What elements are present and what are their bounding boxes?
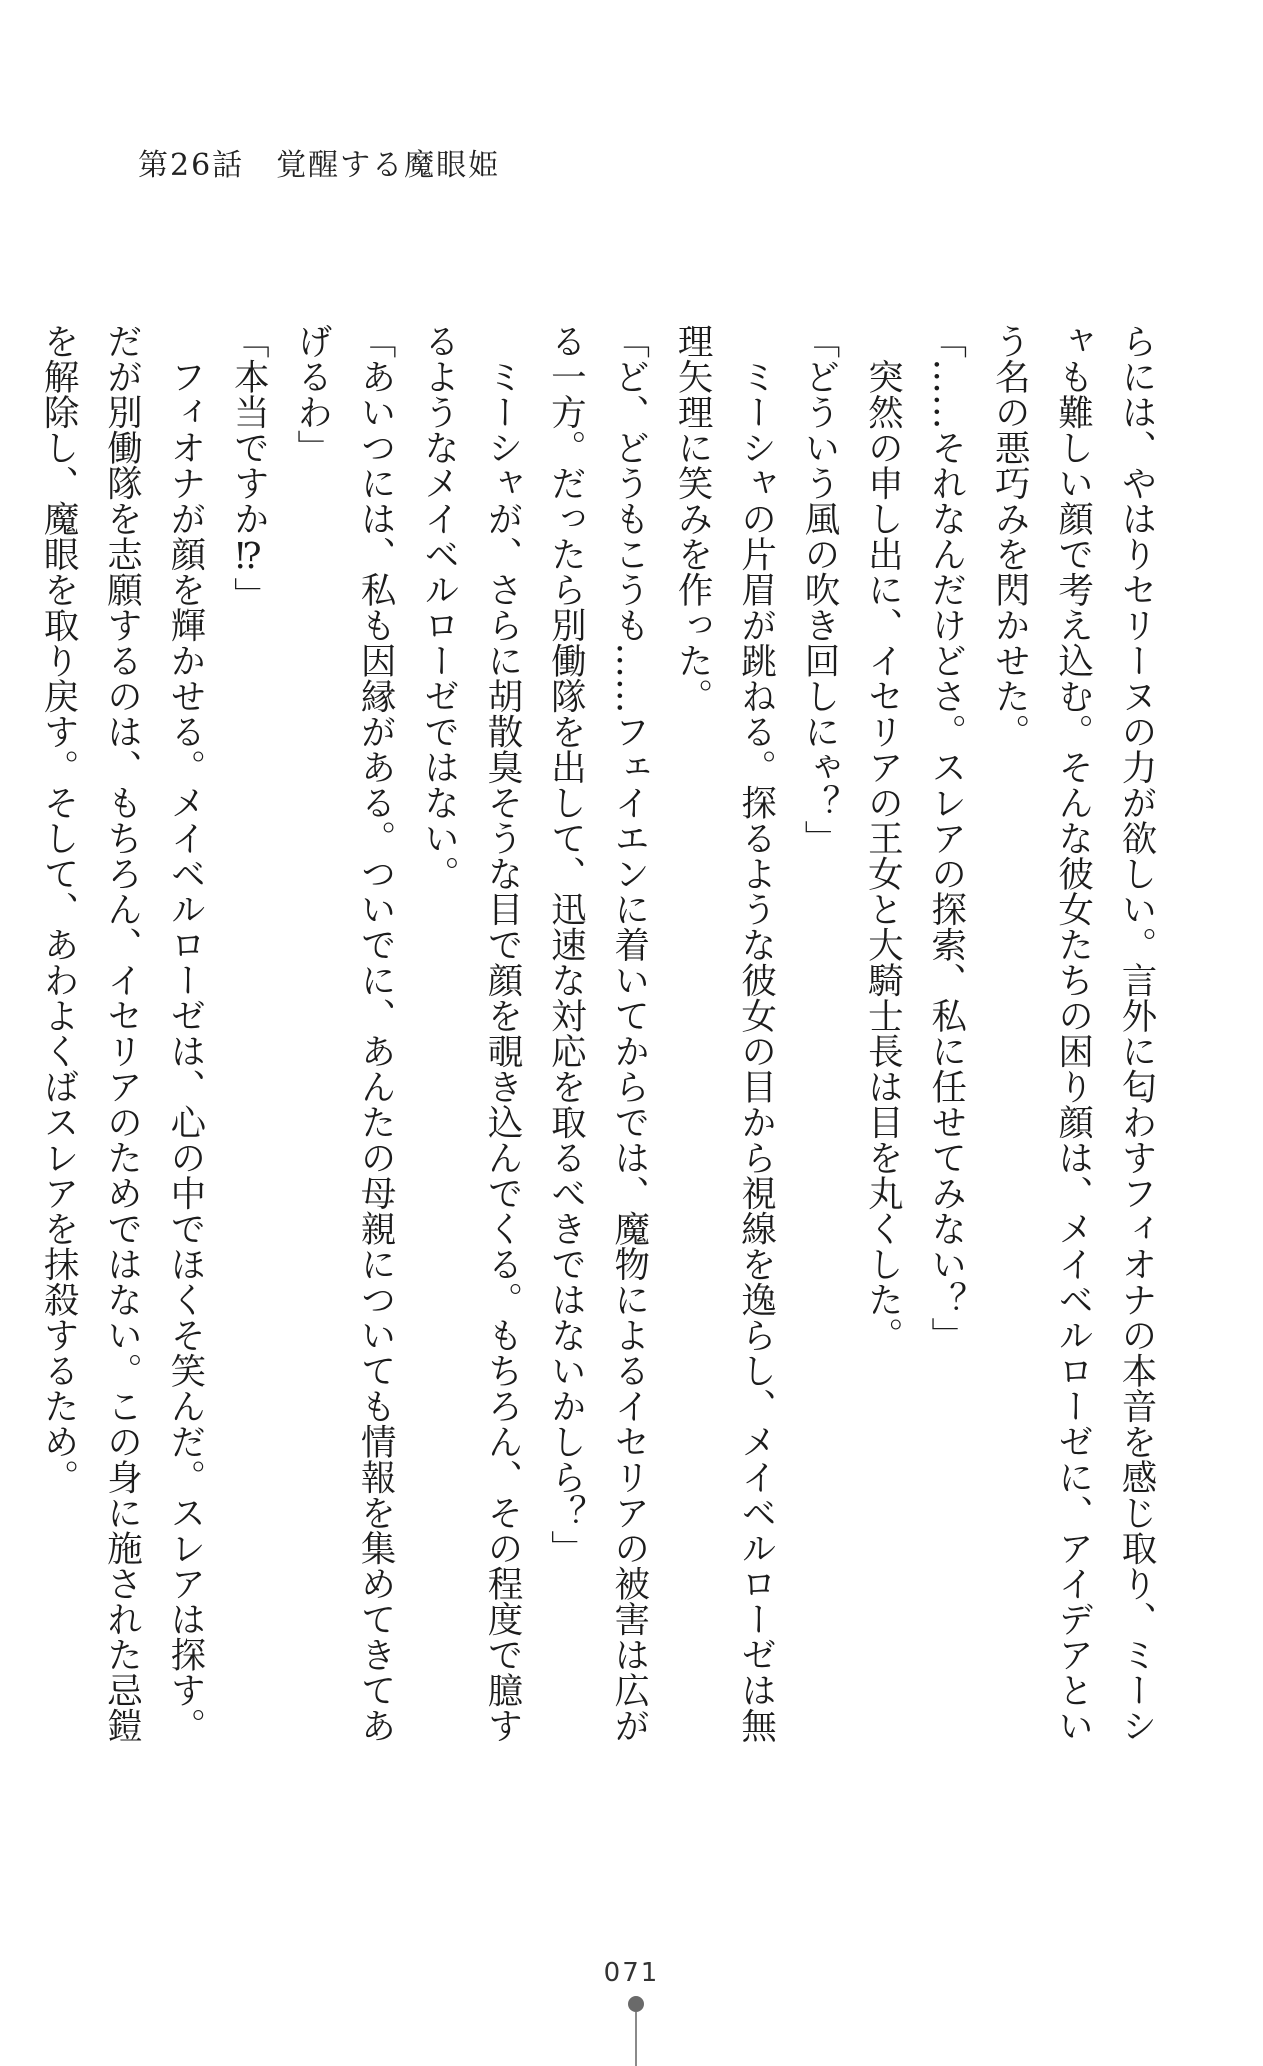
chapter-title: 第26話 覚醒する魔眼姫: [138, 148, 501, 183]
text-line: るようなメイベルローゼではない。: [418, 323, 460, 891]
page-marker-line: [635, 2012, 637, 2066]
body-text: [27, 323, 1168, 1743]
text-line: だが別働隊を志願するのは、もちろん、イセリアのためではない。この身に施された忌鎧: [101, 323, 143, 1743]
text-line: ミーシャが、さらに胡散臭そうな目で顔を覗き込んでくる。もちろん、その程度で臆す: [481, 323, 523, 1743]
text-line: ミーシャの片眉が跳ねる。探るような彼女の目から視線を逸らし、メイベルローゼは無: [735, 323, 777, 1743]
text-line: る一方。だったら別働隊を出して、迅速な対応を取るべきではないかしら？」: [545, 323, 587, 1566]
text-line: 「……それなんだけどさ。スレアの探索、私に任せてみない？」: [925, 323, 967, 1353]
text-line: らには、やはりセリーヌの力が欲しい。言外に匂わすフィオナの本音を感じ取り、ミーシ: [1116, 323, 1157, 1743]
text-line: 「ど、どうもこうも……フェイエンに着いてからでは、魔物によるイセリアの被害は広が: [608, 323, 650, 1743]
page-marker-dot: [628, 1996, 644, 2012]
text-line: 「本当ですか⁉」: [228, 323, 270, 613]
text-line: 理矢理に笑みを作った。: [672, 323, 714, 714]
text-line: ャも難しい顔で考え込む。そんな彼女たちの困り顔は、メイベルローゼに、アイデアとい: [1052, 323, 1094, 1743]
text-line: を解除し、魔眼を取り戻す。そして、あわよくばスレアを抹殺するため。: [38, 323, 80, 1495]
text-line: フィオナが顔を輝かせる。メイベルローゼは、心の中でほくそ笑んだ。スレアは探す。: [164, 323, 206, 1743]
text-line: う名の悪巧みを閃かせた。: [989, 323, 1031, 749]
text-line: 「あいつには、私も因縁がある。ついでに、あんたの母親についても情報を集めてきてあ: [355, 323, 397, 1743]
page-number: 071: [603, 1958, 660, 1988]
text-line: 「どういう風の吹き回しにゃ？」: [798, 323, 840, 856]
text-line: げるわ」: [291, 323, 333, 465]
text-line: 突然の申し出に、イセリアの王女と大騎士長は目を丸くした。: [862, 323, 904, 1353]
